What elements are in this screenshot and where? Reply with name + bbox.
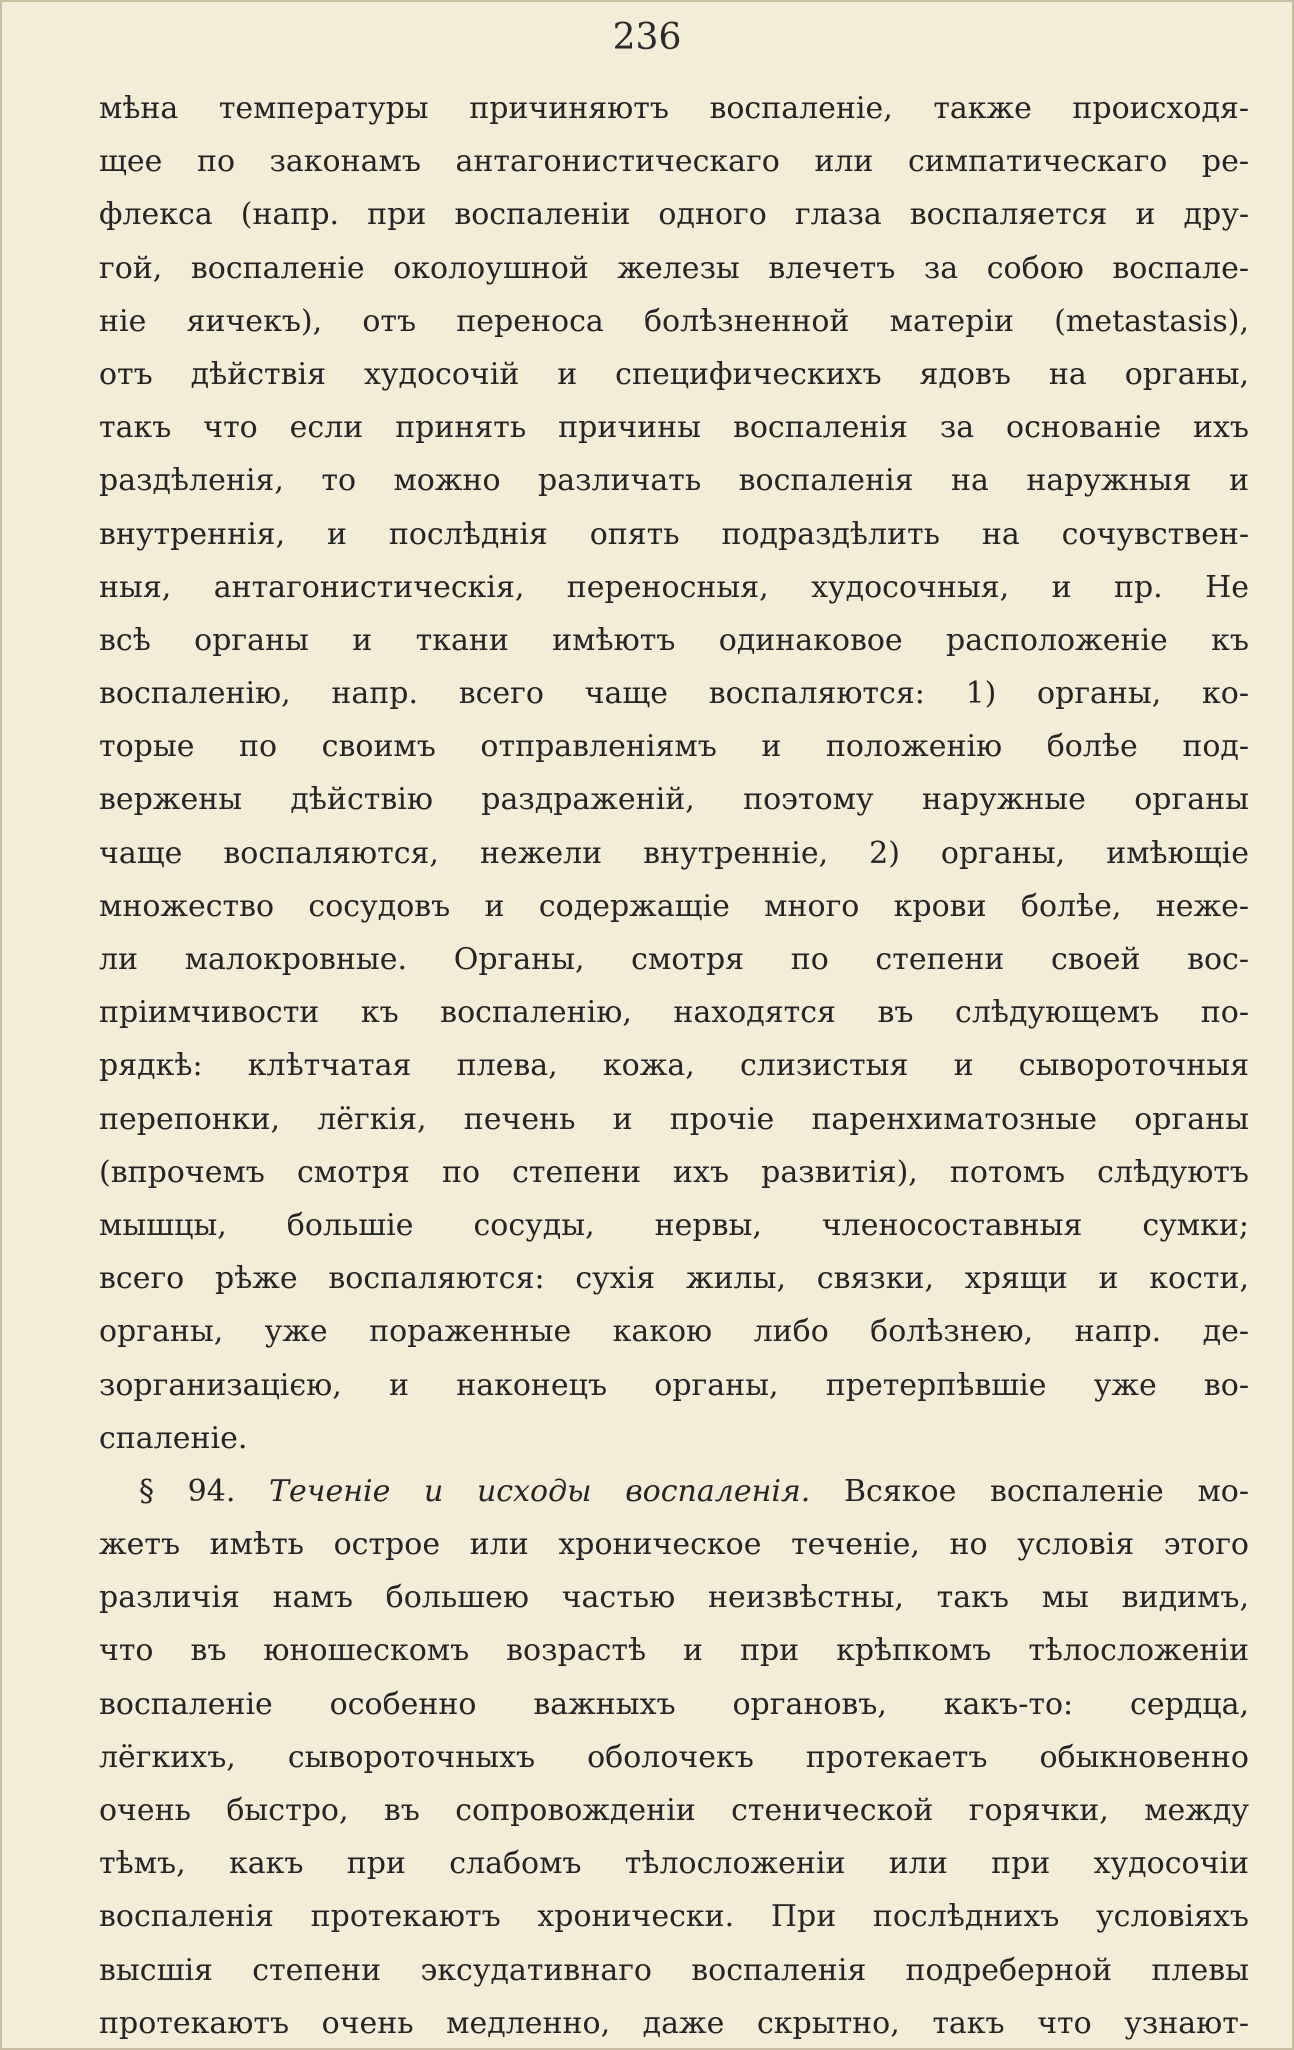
text-line: воспаленія протекаютъ хронически. При послѣднихъ условіяхъ: [99, 1899, 1249, 1935]
text-line: торые по своимъ отправленіямъ и положенію болѣе под-: [99, 729, 1249, 765]
text-line: ли малокровные. Органы, смотря по степени своей вос-: [99, 942, 1249, 977]
text-line: органы, уже пораженные какою либо болѣзнею, напр. де-: [99, 1314, 1249, 1350]
text-line: раздѣленія, то можно различать воспаленія на наружныя и: [99, 463, 1249, 499]
text-line: гой, воспаленіе околоушной железы влечетъ за собою воспале-: [99, 250, 1249, 286]
text-line: мѣна температуры причиняютъ воспаленіе, также происходя-: [99, 91, 1249, 126]
paragraph-2-first-line: [99, 1465, 1249, 1518]
text-line: всѣ органы и ткани имѣютъ одинаковое расположеніе къ: [99, 622, 1249, 658]
body-text: [99, 82, 1249, 2050]
text-line: (впрочемъ смотря по степени ихъ развитія), потомъ слѣдуютъ: [99, 1154, 1249, 1190]
paragraph-2-first-line-text: Всякое воспаленіе мо-: [844, 1473, 1249, 1509]
text-line: чаще воспаляются, нежели внутренніе, 2) органы, имѣющіе: [99, 835, 1249, 871]
text-line: воспаленіе особенно важныхъ органовъ, какъ-то: сердца,: [99, 1686, 1249, 1722]
text-line: тѣмъ, какъ при слабомъ тѣлосложеніи или при худосочіи: [99, 1846, 1249, 1882]
text-line: очень быстро, въ сопровожденіи стенической горячки, между: [99, 1793, 1249, 1828]
text-line: жетъ имѣть острое или хроническое теченіе, но условія этого: [99, 1527, 1249, 1563]
text-line: мышцы, большіе сосуды, нервы, членосоставныя сумки;: [99, 1207, 1249, 1243]
text-line: что въ юношескомъ возрастѣ и при крѣпкомъ тѣлосложеніи: [99, 1633, 1249, 1669]
text-line: высшія степени эксудативнаго воспаленія подреберной плевы: [99, 1952, 1249, 1988]
section-number: § 94.: [139, 1473, 236, 1509]
text-line: пріимчивости къ воспаленію, находятся въ слѣдующемъ по-: [99, 995, 1249, 1031]
text-line: рядкѣ: клѣтчатая плева, кожа, слизистыя и сывороточныя: [99, 1048, 1249, 1084]
page-number: 236: [612, 17, 682, 58]
section-heading: Теченіе и исходы воспаленія.: [269, 1473, 811, 1509]
text-line: лёгкихъ, сывороточныхъ оболочекъ протекаетъ обыкновенно: [99, 1739, 1249, 1775]
text-line: протекаютъ очень медленно, даже скрытно, такъ что узнают-: [99, 2005, 1249, 2041]
text-line: спаленіе.: [99, 1420, 248, 1456]
text-line: флекса (напр. при воспаленіи одного глаза воспаляется и дру-: [99, 197, 1249, 233]
text-line: вержены дѣйствію раздраженій, поэтому наружные органы: [99, 782, 1249, 818]
text-line: зорганизацією, и наконецъ органы, претерпѣвшіе уже во-: [99, 1367, 1249, 1403]
paragraph-2: [99, 1465, 1249, 2050]
text-line: различія намъ большею частью неизвѣстны, такъ мы видимъ,: [99, 1580, 1249, 1616]
text-line: ніе яичекъ), отъ переноса болѣзненной матеріи (metastasis),: [99, 303, 1249, 339]
text-line: всего рѣже воспаляются: сухія жилы, связки, хрящи и кости,: [99, 1261, 1249, 1297]
text-line: ныя, антагонистическія, переносныя, худосочныя, и пр. Не: [99, 569, 1249, 605]
text-line: отъ дѣйствія худосочій и специфическихъ ядовъ на органы,: [99, 356, 1249, 392]
paragraph-1: [99, 82, 1249, 1465]
text-line: воспаленію, напр. всего чаще воспаляются: 1) органы, ко-: [99, 676, 1249, 712]
text-line: такъ что если принять причины воспаленія за основаніе ихъ: [99, 410, 1249, 446]
text-line: множество сосудовъ и содержащіе много крови болѣе, нeже-: [99, 888, 1249, 924]
text-line: щее по законамъ антагонистическаго или симпатическаго ре-: [99, 144, 1249, 180]
text-line: внутреннія, и послѣднія опять подраздѣлить на сочувствен-: [99, 516, 1249, 552]
text-line: перепонки, лёгкія, печень и прочіе паренхиматозные органы: [99, 1101, 1249, 1137]
